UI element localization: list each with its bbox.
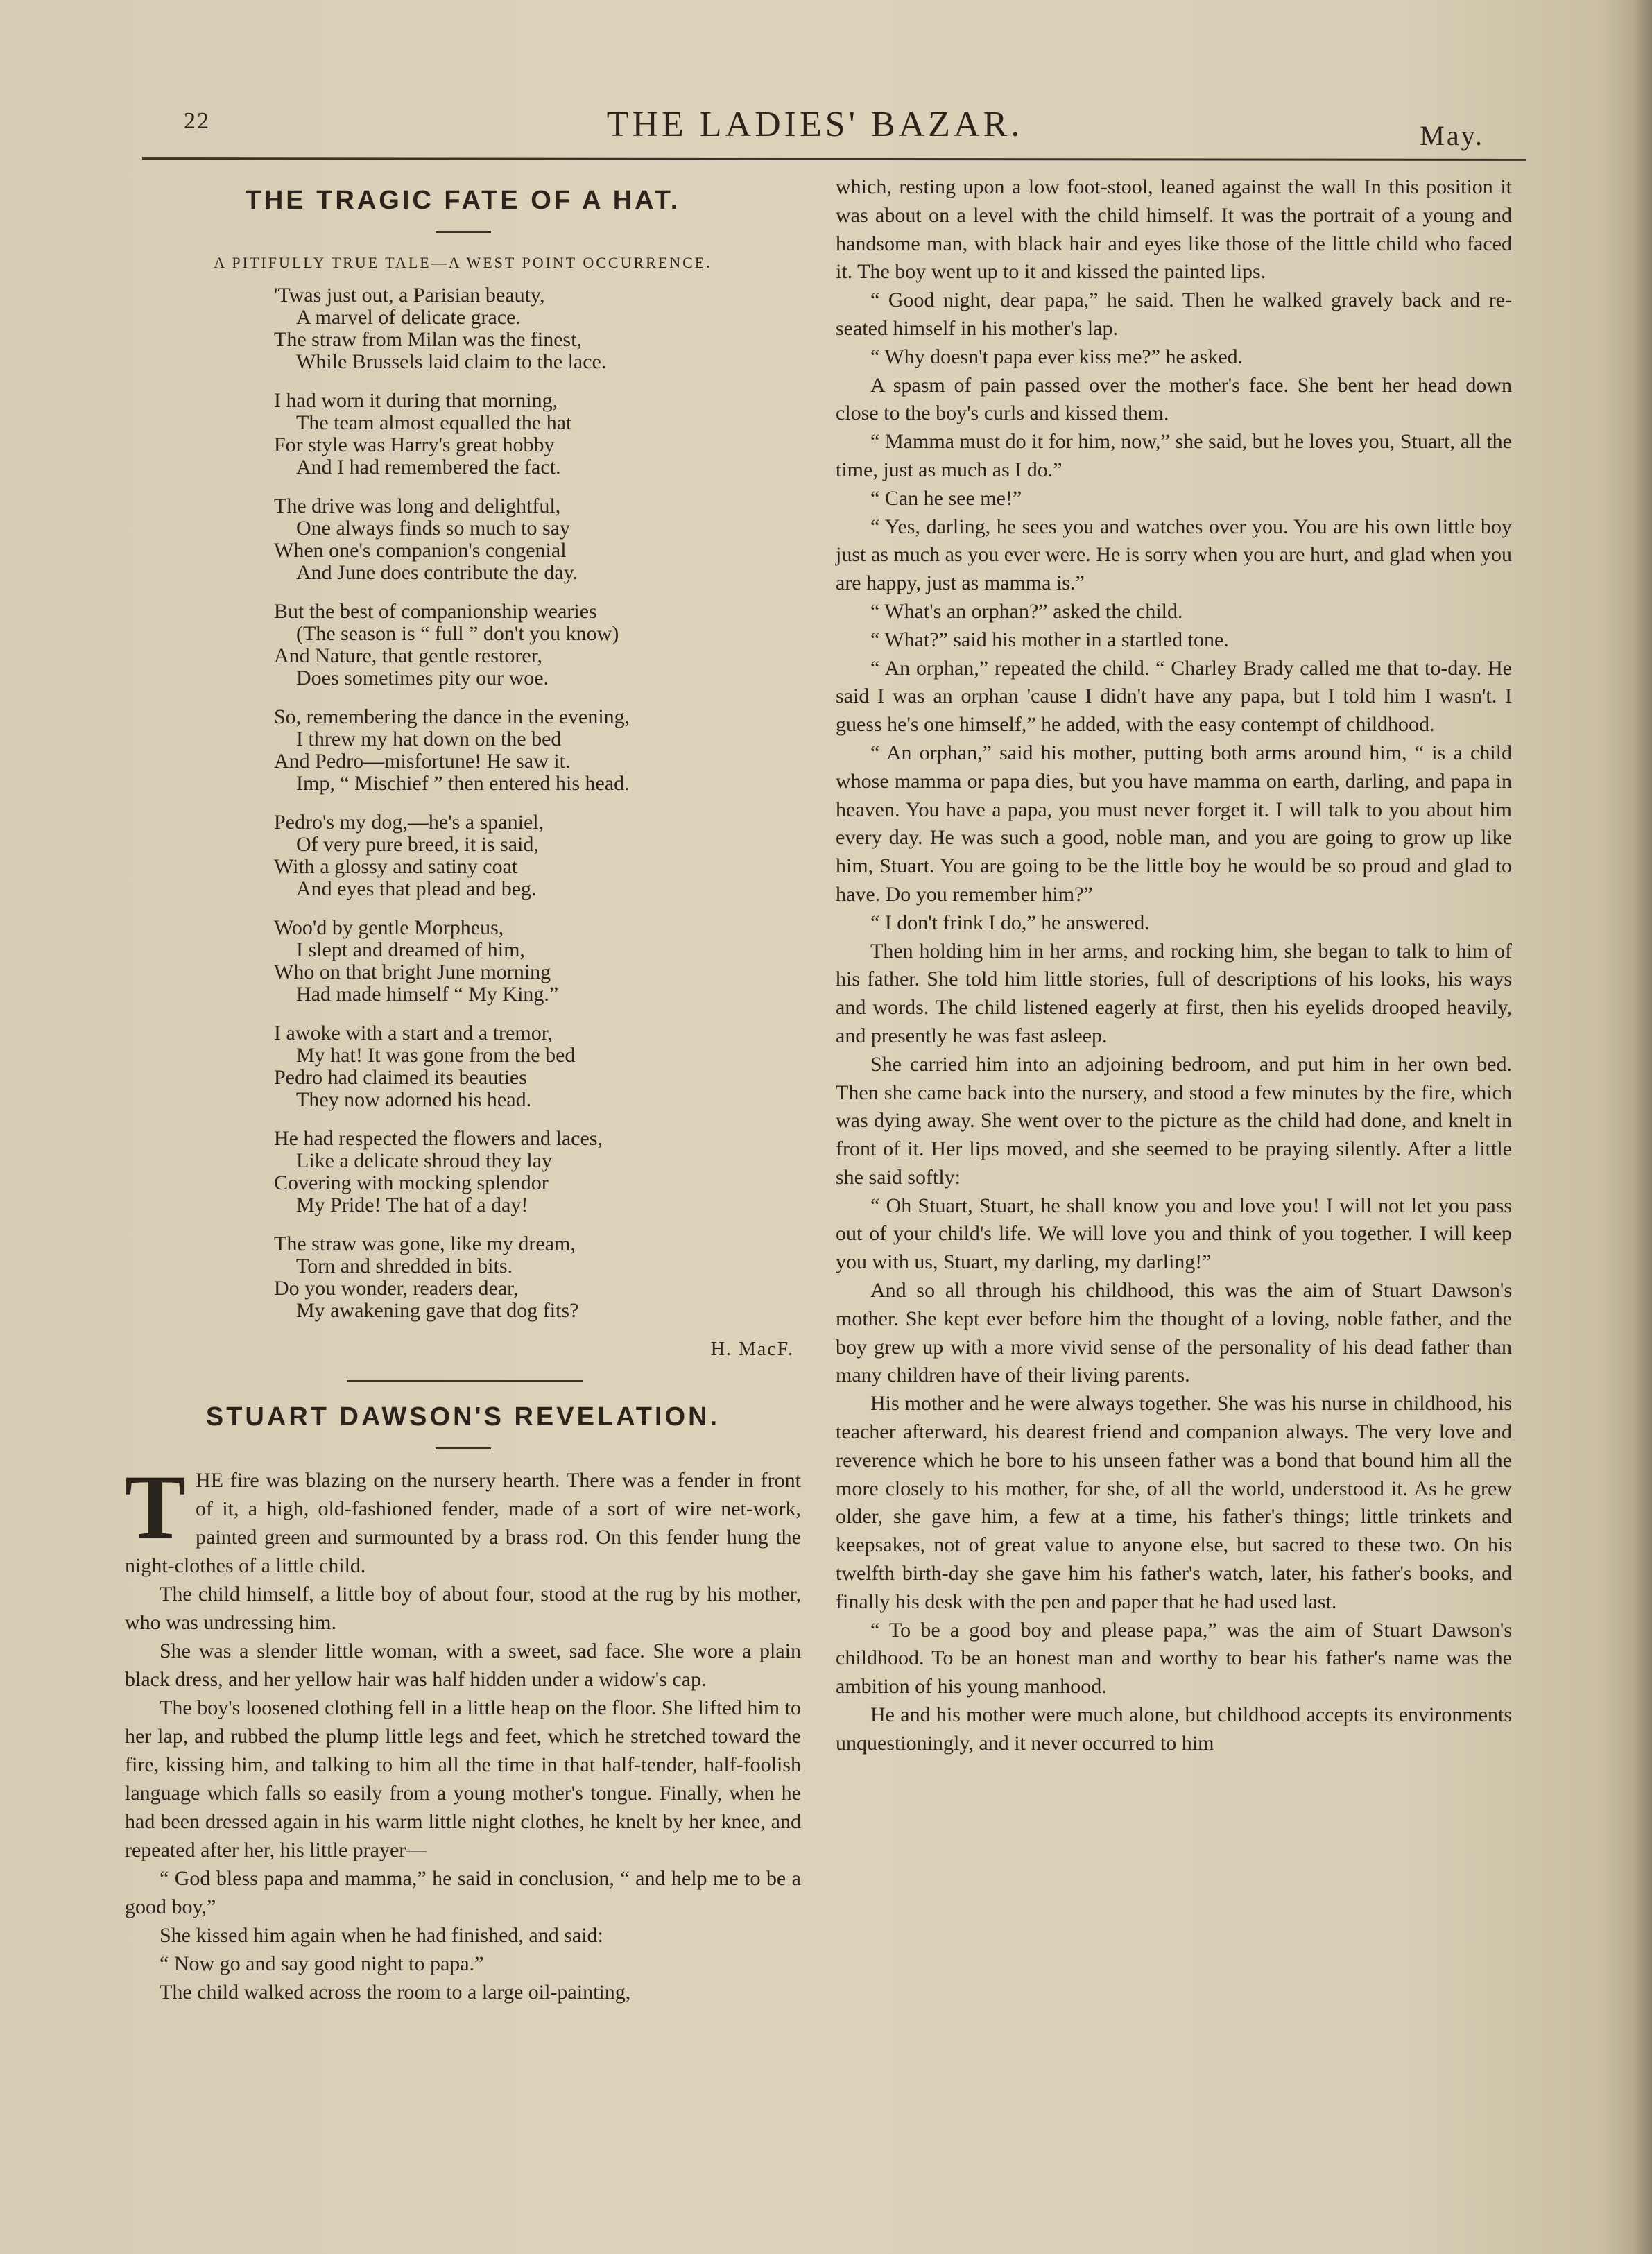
story-title-rule [436, 1447, 491, 1449]
story-paragraph: The child walked across the room to a large oil-painting, [160, 1981, 631, 2004]
poem-stanza [274, 495, 801, 584]
left-column [125, 173, 801, 2006]
story-paragraph: “ What's an orphan?” asked the child. [870, 599, 1183, 623]
poem-line: One always finds so much to say [296, 517, 570, 540]
poem-line: He had respected the flowers and laces, [274, 1127, 603, 1150]
issue-month: May. [1420, 120, 1484, 151]
poem-line: Of very pure breed, it is said, [296, 833, 539, 856]
poem-line: The straw from Milan was the finest, [274, 328, 583, 351]
story-paragraph: The child himself, a little boy of about four, stood at the rug by his mother, who was undressing him. [125, 1583, 801, 1634]
poem-line: When one's companion's congenial [274, 539, 567, 562]
poem-line: Torn and shredded in bits. [296, 1255, 513, 1277]
poem-stanza [274, 390, 801, 479]
story-paragraph: The boy's loosened clothing fell in a little heap on the floor. She lifted him to her lap, and rubbed the plump little legs and feet, which he stretched toward the fire, kissing him, and talking to him all the time in that half-tender, half-foolish language which falls so easily from a young mother's tongue. Finally, when he had been dressed again in his warm little night clothes, he knelt by her knee, and repeated after her, his little prayer— [125, 1696, 801, 1861]
poem-signature: H. MacF. [710, 1339, 794, 1360]
poem-line: For style was Harry's great hobby [274, 433, 555, 456]
poem-line: Pedro's my dog,—he's a spaniel, [274, 811, 544, 834]
drop-cap: T [125, 1456, 187, 1558]
poem-line: Woo'd by gentle Morpheus, [274, 916, 504, 939]
story-paragraph: A spasm of pain passed over the mother's face. She bent her head down close to the boy's curls and kissed them. [836, 373, 1512, 425]
story-paragraph: His mother and he were always together. She was his nurse in childhood, his teacher afterward, his dearest friend and companion always. The very love and reverence which he bore to his unseen father was a bond that bound him all the more closely to his mother, for she, of all the world, understood it. As he grew older, she gave him, a few at a time, his father's things; little trinkets and keepsakes, not of great value to anyone else, but sacred to these two. On his twelfth birth-day she gave him his father's watch, later, his father's books, and finally his desk with the pen and paper that he had used last. [836, 1392, 1512, 1613]
poem-line: The drive was long and delightful, [274, 494, 561, 517]
title-rule [436, 231, 491, 233]
poem-line: My Pride! The hat of a day! [296, 1194, 528, 1216]
story-paragraph: She kissed him again when he had finished, and said: [160, 1924, 603, 1947]
story-paragraph: which, resting upon a low foot-stool, leaned against the wall In this position it was about on a level with the child himself. It was the portrait of a young and handsome man, with black hair and eyes like those of the little child who faced it. The boy went up to it and kissed the painted lips. [836, 175, 1512, 284]
poem-stanza [274, 284, 801, 373]
story-paragraph: “ Good night, dear papa,” he said. Then he walked gravely back and re-seated himself in his mother's lap. [836, 289, 1512, 340]
story-paragraph: And so all through his childhood, this was the aim of Stuart Dawson's mother. She kept ever before him the thought of a loving, noble father, and the boy grew up with a more vivid sense of the personality of his dead father than many children have of their living parents. [836, 1279, 1512, 1387]
story-paragraph: “ I don't frink I do,” he answered. [870, 911, 1150, 934]
poem-stanza [274, 1233, 801, 1322]
story-paragraph: “ What?” said his mother in a startled tone. [870, 628, 1229, 651]
poem-stanza [274, 1022, 801, 1111]
poem-line: Had made himself “ My King.” [296, 983, 559, 1006]
poem-stanza [274, 706, 801, 795]
poem-line: Who on that bright June morning [274, 961, 551, 983]
poem-line: 'Twas just out, a Parisian beauty, [274, 284, 545, 307]
poem-line: Do you wonder, readers dear, [274, 1277, 519, 1300]
poem-line: I slept and dreamed of him, [296, 938, 525, 961]
poem-stanza [274, 811, 801, 900]
poem-line: I threw my hat down on the bed [296, 728, 562, 750]
poem-body [274, 284, 801, 1322]
story-paragraph: “ An orphan,” repeated the child. “ Charley Brady called me that to-day. He said I was an orphan 'cause I didn't have any papa, but I told him I wasn't. I guess he's one himself,” he added, with the easy contempt of childhood. [836, 656, 1512, 737]
story-paragraph: “ To be a good boy and please papa,” was the aim of Stuart Dawson's childhood. To be an honest man and worthy to bear his father's name was the ambition of his young manhood. [836, 1618, 1512, 1698]
poem-line: And Pedro—misfortune! He saw it. [274, 750, 571, 773]
poem-line: While Brussels laid claim to the lace. [296, 350, 607, 373]
right-column [836, 173, 1512, 1758]
poem-line: They now adorned his head. [296, 1088, 532, 1111]
poem-line: With a glossy and satiny coat [274, 855, 518, 878]
poem-line: Like a delicate shroud they lay [296, 1149, 553, 1172]
poem-line: The team almost equalled the hat [296, 411, 572, 434]
poem-line: But the best of companionship wearies [274, 600, 597, 623]
poem-subtitle: A PITIFULLY TRUE TALE—A WEST POINT OCCURRENCE. [214, 254, 712, 271]
story-right-text [836, 173, 1512, 1758]
journal-title: THE LADIES' BAZAR. [606, 105, 1024, 144]
story-paragraph: “ Yes, darling, he sees you and watches over you. You are his own little boy just as much as you ever were. He is sorry when you are hurt, and glad when you are happy, just as mamma is.” [836, 515, 1512, 595]
poem-line: Covering with mocking splendor [274, 1171, 549, 1194]
story-paragraph: “ Oh Stuart, Stuart, he shall know you and love you! I will not let you pass out of your child's life. We will love you and think of you together. I will keep you with us, Stuart, my darling, my darling!” [836, 1194, 1512, 1274]
story-paragraph: “ Can he see me!” [870, 486, 1022, 510]
poem-stanza [274, 917, 801, 1006]
poem-line: And I had remembered the fact. [296, 456, 561, 479]
first-paragraph-text: HE fire was blazing on the nursery hearth. There was a fender in front of it, a high, old-fashioned fender, made of a sort of wire net-work, painted green and surmounted by a brass rod. On this fender hung the night-clothes of a little child. [125, 1469, 801, 1577]
story-paragraph: “ God bless papa and mamma,” he said in conclusion, “ and help me to be a good boy,” [125, 1867, 801, 1918]
story-paragraph: He and his mother were much alone, but childhood accepts its environments unquestioningly, and it never occurred to him [836, 1703, 1512, 1755]
story-paragraph: “ An orphan,” said his mother, putting both arms around him, “ is a child whose mamma or papa dies, but you have mamma on earth, darling, and papa in heaven. You have a papa, you must never forget it. I will talk to you about him every day. He was such a good, noble man, and you are going to grow up like him, Stuart. You are going to be the little boy he would be so proud and glad to have. Do you remember him?” [836, 741, 1512, 906]
poem-stanza [274, 1128, 801, 1216]
story-paragraph: “ Why doesn't papa ever kiss me?” he asked. [870, 345, 1244, 368]
poem-line: A marvel of delicate grace. [296, 306, 521, 329]
poem-line: (The season is “ full ” don't you know) [296, 622, 619, 645]
poem-line: Does sometimes pity our woe. [296, 666, 549, 689]
poem-line: Pedro had claimed its beauties [274, 1066, 527, 1089]
story-paragraph: “ Now go and say good night to papa.” [160, 1952, 484, 1975]
poem-line: I had worn it during that morning, [274, 389, 558, 412]
poem-line: My awakening gave that dog fits? [296, 1299, 579, 1322]
page-number: 22 [184, 108, 210, 134]
poem-line: And Nature, that gentle restorer, [274, 644, 542, 667]
poem-line: And eyes that plead and beg. [296, 877, 537, 900]
poem-stanza [274, 601, 801, 689]
poem-line: My hat! It was gone from the bed [296, 1044, 576, 1067]
story-paragraph: She carried him into an adjoining bedroom, and put him in her own bed. Then she came back into the nursery, and stood a few minutes by the fire, which was dying away. She went over to the picture as the child had done, and knelt in front of it. Her lips moved, and she seemed to be praying silently. After a little she said softly: [836, 1052, 1512, 1189]
poem-line: Imp, “ Mischief ” then entered his head. [296, 772, 630, 795]
poem-line: The straw was gone, like my dream, [274, 1232, 576, 1255]
section-divider [347, 1380, 583, 1382]
story-paragraph: Then holding him in her arms, and rocking him, she began to talk to him of his father. She told him little stories, full of descriptions of his looks, his ways and words. The child listened eagerly at first, then his eyelids drooped heavily, and presently he was fast asleep. [836, 939, 1512, 1047]
poem-line: And June does contribute the day. [296, 561, 578, 584]
poem-line: I awoke with a start and a tremor, [274, 1022, 553, 1044]
story-paragraph: She was a slender little woman, with a sweet, sad face. She wore a plain black dress, and her yellow hair was half hidden under a widow's cap. [125, 1640, 801, 1691]
story-paragraph: “ Mamma must do it for him, now,” she said, but he loves you, Stuart, all the time, just as much as I do.” [836, 430, 1512, 481]
story-paragraph [125, 1456, 801, 1580]
poem-line: So, remembering the dance in the evening, [274, 705, 630, 728]
story-title: STUART DAWSON'S REVELATION. [205, 1402, 721, 1431]
page-spine-shadow [1631, 0, 1652, 2254]
poem-title: THE TRAGIC FATE OF A HAT. [245, 186, 681, 215]
story-left-text [125, 1456, 801, 2006]
